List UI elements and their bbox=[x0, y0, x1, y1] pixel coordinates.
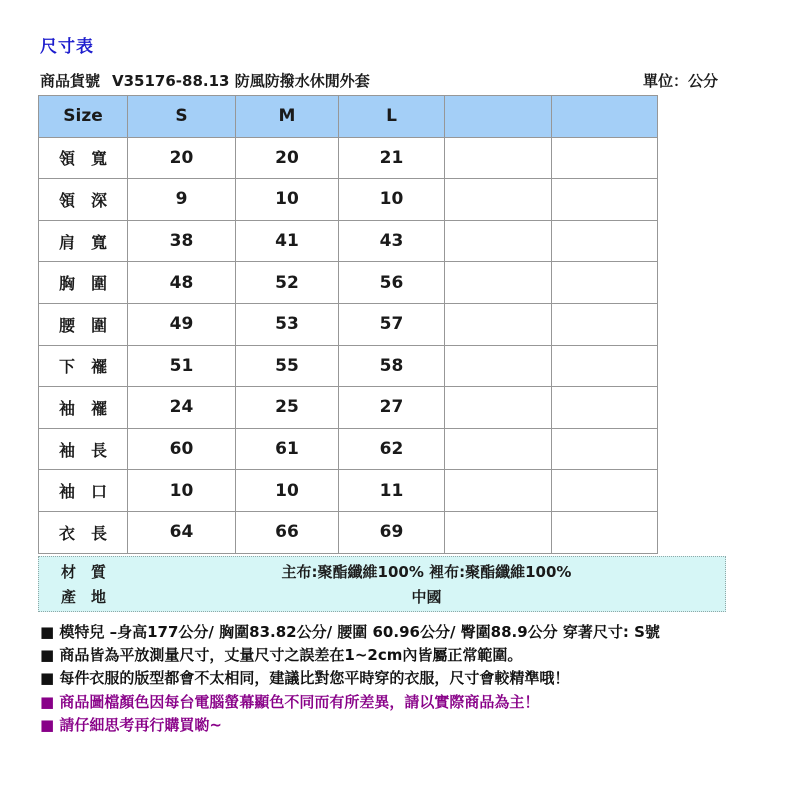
row-label: 領 寬 bbox=[39, 137, 128, 179]
cell-value: 20 bbox=[128, 137, 236, 179]
row-label: 袖 襬 bbox=[39, 387, 128, 429]
cell-value: 66 bbox=[236, 511, 339, 553]
table-row bbox=[39, 137, 658, 179]
unit-label: 單位：公分 bbox=[642, 72, 718, 90]
cell-value: 61 bbox=[236, 428, 339, 470]
cell-value bbox=[552, 137, 658, 179]
cell-value bbox=[552, 345, 658, 387]
header-cell-m: M bbox=[236, 96, 339, 138]
size-table-body bbox=[39, 137, 658, 553]
cell-value: 24 bbox=[128, 387, 236, 429]
cell-value: 11 bbox=[339, 470, 445, 512]
cell-value bbox=[445, 220, 552, 262]
page-title: 尺寸表 bbox=[40, 37, 94, 57]
cell-value: 49 bbox=[128, 303, 236, 345]
row-label: 領 深 bbox=[39, 179, 128, 221]
header-cell-l: L bbox=[339, 96, 445, 138]
note-compare-clothes: ■ 每件衣服的版型都會不太相同，建議比對您平時穿的衣服，尺寸會較精準哦！ bbox=[40, 669, 570, 688]
material-origin-block bbox=[38, 556, 726, 612]
cell-value bbox=[552, 303, 658, 345]
table-row bbox=[39, 387, 658, 429]
row-label: 胸 圍 bbox=[39, 262, 128, 304]
cell-value: 27 bbox=[339, 387, 445, 429]
cell-value: 60 bbox=[128, 428, 236, 470]
cell-value: 10 bbox=[339, 179, 445, 221]
cell-value: 56 bbox=[339, 262, 445, 304]
row-label: 衣 長 bbox=[39, 511, 128, 553]
product-code-label: 商品貨號 bbox=[40, 72, 101, 90]
origin-value: 中國 bbox=[411, 588, 442, 606]
table-row bbox=[39, 179, 658, 221]
cell-value: 57 bbox=[339, 303, 445, 345]
cell-value bbox=[552, 511, 658, 553]
table-row bbox=[39, 470, 658, 512]
cell-value: 52 bbox=[236, 262, 339, 304]
material-row bbox=[39, 559, 725, 584]
table-row bbox=[39, 262, 658, 304]
row-label: 下 襬 bbox=[39, 345, 128, 387]
cell-value bbox=[445, 179, 552, 221]
material-value: 主布:聚酯纖維100% 裡布:聚酯纖維100% bbox=[281, 563, 572, 581]
cell-value bbox=[552, 387, 658, 429]
size-table bbox=[38, 95, 658, 554]
header-cell-size: Size bbox=[39, 96, 128, 138]
table-row bbox=[39, 303, 658, 345]
cell-value: 9 bbox=[128, 179, 236, 221]
cell-value: 38 bbox=[128, 220, 236, 262]
header-cell-empty-1 bbox=[445, 96, 552, 138]
note-color-difference: ■ 商品圖檔顏色因每台電腦螢幕顯色不同而有所差異，請以實際商品為主！ bbox=[40, 692, 540, 711]
cell-value bbox=[552, 179, 658, 221]
row-label: 肩 寬 bbox=[39, 220, 128, 262]
cell-value bbox=[552, 428, 658, 470]
row-label: 袖 長 bbox=[39, 428, 128, 470]
product-code-group bbox=[40, 70, 370, 91]
origin-label: 產 地 bbox=[60, 588, 106, 606]
size-table-header bbox=[39, 96, 658, 138]
note-measure-tolerance: ■ 商品皆為平放測量尺寸，丈量尺寸之誤差在1~2cm內皆屬正常範圍。 bbox=[40, 646, 523, 665]
cell-value: 43 bbox=[339, 220, 445, 262]
product-header-row bbox=[40, 70, 718, 91]
cell-value: 48 bbox=[128, 262, 236, 304]
note-think-before-buy: ■ 請仔細思考再行購買喲~ bbox=[40, 715, 222, 734]
cell-value: 10 bbox=[236, 179, 339, 221]
cell-value bbox=[445, 262, 552, 304]
cell-value: 21 bbox=[339, 137, 445, 179]
table-row bbox=[39, 428, 658, 470]
cell-value: 25 bbox=[236, 387, 339, 429]
product-code-value: V35176-88.13 防風防撥水休閒外套 bbox=[112, 72, 370, 90]
origin-row bbox=[39, 584, 725, 609]
table-row bbox=[39, 220, 658, 262]
row-label: 腰 圍 bbox=[39, 303, 128, 345]
cell-value bbox=[445, 387, 552, 429]
cell-value bbox=[552, 262, 658, 304]
cell-value bbox=[445, 511, 552, 553]
row-label: 袖 口 bbox=[39, 470, 128, 512]
cell-value bbox=[445, 137, 552, 179]
cell-value bbox=[445, 345, 552, 387]
cell-value: 41 bbox=[236, 220, 339, 262]
cell-value bbox=[445, 470, 552, 512]
cell-value: 62 bbox=[339, 428, 445, 470]
table-row bbox=[39, 345, 658, 387]
cell-value: 58 bbox=[339, 345, 445, 387]
material-label: 材 質 bbox=[60, 563, 106, 581]
cell-value bbox=[552, 470, 658, 512]
cell-value bbox=[445, 428, 552, 470]
cell-value bbox=[445, 303, 552, 345]
cell-value: 10 bbox=[236, 470, 339, 512]
table-row bbox=[39, 511, 658, 553]
cell-value: 69 bbox=[339, 511, 445, 553]
cell-value: 53 bbox=[236, 303, 339, 345]
cell-value: 10 bbox=[128, 470, 236, 512]
note-model-size: ■ 模特兒 –身高177公分/ 胸圍83.82公分/ 腰圍 60.96公分/ 臀圍88.9公分 穿著尺寸: S號 bbox=[40, 623, 660, 641]
header-cell-empty-2 bbox=[552, 96, 658, 138]
cell-value: 55 bbox=[236, 345, 339, 387]
cell-value: 51 bbox=[128, 345, 236, 387]
header-row bbox=[39, 96, 658, 138]
cell-value: 20 bbox=[236, 137, 339, 179]
cell-value: 64 bbox=[128, 511, 236, 553]
header-cell-s: S bbox=[128, 96, 236, 138]
cell-value bbox=[552, 220, 658, 262]
notes-section bbox=[40, 621, 770, 737]
